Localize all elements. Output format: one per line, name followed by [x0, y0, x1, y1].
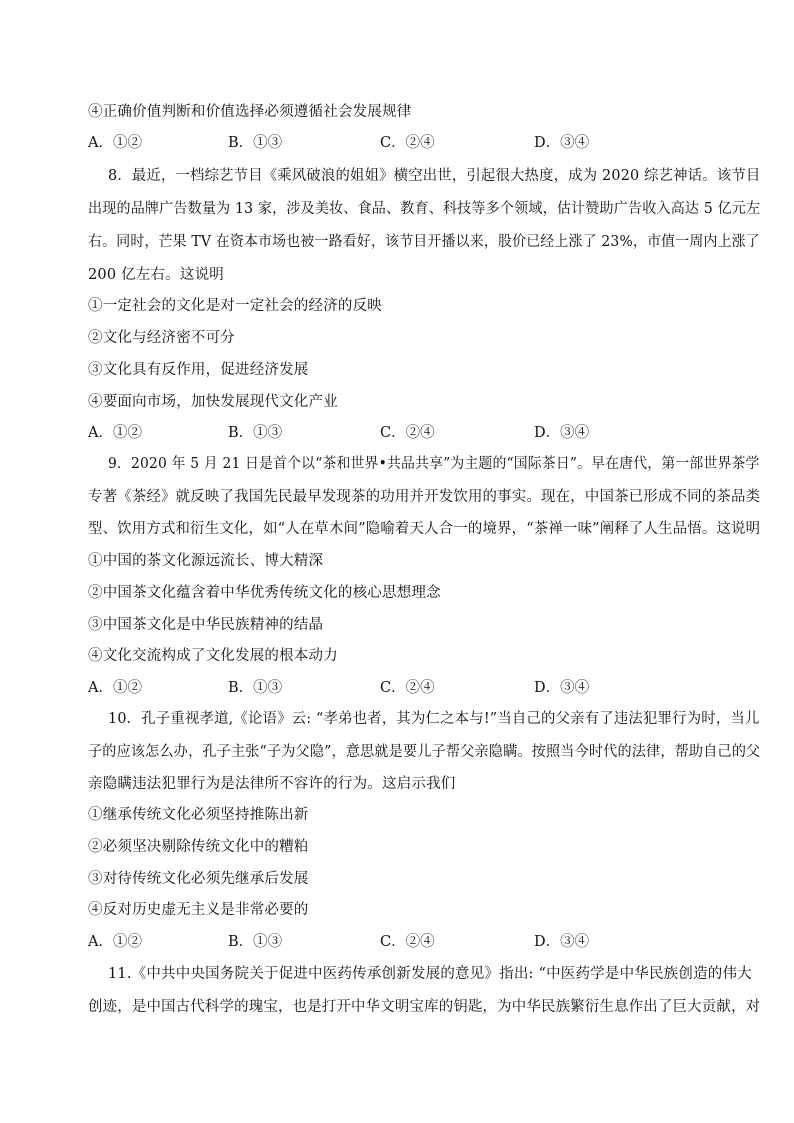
q8-statement-1: ①一定社会的文化是对一定社会的经济的反映 — [88, 298, 382, 314]
q10-stem-line-3: 亲隐瞒违法犯罪行为是法律所不容许的行为。这启示我们 — [88, 776, 456, 792]
q10-stem-line-1: 10．孔子重视孝道,《论语》云: “孝弟也者，其为仁之本与!”当自己的父亲有了违法犯罪行为时，当儿 — [108, 711, 760, 727]
q9-stem-line-1: 9．2020 年 5 月 21 日是首个以“茶和世界•共品共享”为主题的“国际茶日”。早在唐代，第一部世界茶学 — [108, 456, 760, 472]
q10-option-a[interactable]: A．①② — [88, 934, 142, 950]
q7-option-c[interactable]: C．②④ — [380, 135, 435, 151]
q9-statement-4: ④文化交流构成了文化发展的根本动力 — [88, 648, 338, 664]
q8-options — [88, 423, 708, 443]
q7-option-b[interactable]: B．①③ — [228, 135, 283, 151]
q9-options — [88, 678, 708, 698]
q11-stem-line-2: 创迹，是中国古代科学的瑰宝，也是打开中华文明宝库的钥匙，为中华民族繁衍生息作出了巨大贡献，对 — [88, 999, 761, 1015]
q10-option-d[interactable]: D．③④ — [534, 934, 590, 950]
q10-statement-3: ③对待传统文化必须先继承后发展 — [88, 871, 309, 887]
q9-option-c[interactable]: C．②④ — [380, 680, 435, 696]
q10-statement-1: ①继承传统文化必须坚持推陈出新 — [88, 807, 309, 823]
q7-statement-4: ④正确价值判断和价值选择必须遵循社会发展规律 — [88, 104, 412, 120]
q7-option-a[interactable]: A．①② — [88, 135, 142, 151]
q8-option-d[interactable]: D．③④ — [534, 425, 590, 441]
q8-statement-4: ④要面向市场，加快发展现代文化产业 — [88, 394, 338, 410]
q10-statement-4: ④反对历史虚无主义是非常必要的 — [88, 902, 309, 918]
q9-statement-1: ①中国的茶文化源远流长、博大精深 — [88, 553, 324, 569]
q8-statement-2: ②文化与经济密不可分 — [88, 330, 235, 346]
q9-option-a[interactable]: A．①② — [88, 680, 142, 696]
q8-stem-line-1: 8．最近，一档综艺节目《乘风破浪的姐姐》横空出世，引起很大热度，成为 2020 综艺神话。该节目 — [108, 168, 761, 184]
q8-statement-3: ③文化具有反作用，促进经济发展 — [88, 362, 309, 378]
q9-option-d[interactable]: D．③④ — [534, 680, 590, 696]
q9-stem-line-3: 型、饮用方式和衍生文化，如“人在草木间”隐喻着天人合一的境界，“茶禅一味”阐释了人生品悟。这说明 — [88, 521, 761, 537]
q9-option-b[interactable]: B．①③ — [228, 680, 283, 696]
q7-option-d[interactable]: D．③④ — [534, 135, 590, 151]
q8-option-b[interactable]: B．①③ — [228, 425, 283, 441]
q8-stem-line-4: 200 亿左右。这说明 — [88, 267, 224, 283]
q10-option-c[interactable]: C．②④ — [380, 934, 435, 950]
q8-stem-line-3: 右。同时，芒果 TV 在资本市场也被一路看好，该节目开播以来，股价已经上涨了 23%，市值一周内上涨了 — [88, 234, 760, 250]
q10-option-b[interactable]: B．①③ — [228, 934, 283, 950]
q9-statement-3: ③中国茶文化是中华民族精神的结晶 — [88, 617, 324, 633]
q8-option-a[interactable]: A．①② — [88, 425, 142, 441]
q10-stem-line-2: 子的应该怎么办，孔子主张“子为父隐”，意思就是要儿子帮父亲隐瞒。按照当今时代的法律，帮助自己的父 — [88, 744, 761, 760]
q10-statement-2: ②必须坚决剔除传统文化中的糟粕 — [88, 839, 309, 855]
q10-options — [88, 932, 708, 952]
q8-option-c[interactable]: C．②④ — [380, 425, 435, 441]
q11-stem-line-1: 11.《中共中央国务院关于促进中医药传承创新发展的意见》指出: “中医药学是中华民族创造的伟大 — [108, 966, 752, 982]
q9-statement-2: ②中国茶文化蕴含着中华优秀传统文化的核心思想理念 — [88, 585, 441, 601]
q7-options — [88, 133, 708, 153]
q9-stem-line-2: 专著《茶经》就反映了我国先民最早发现茶的功用并开发饮用的事实。现在，中国茶已形成不同的茶品类 — [88, 489, 761, 505]
q8-stem-line-2: 出现的品牌广告数量为 13 家，涉及美妆、食品、教育、科技等多个领域，估计赞助广告收入高达 5 亿元左 — [88, 201, 761, 217]
